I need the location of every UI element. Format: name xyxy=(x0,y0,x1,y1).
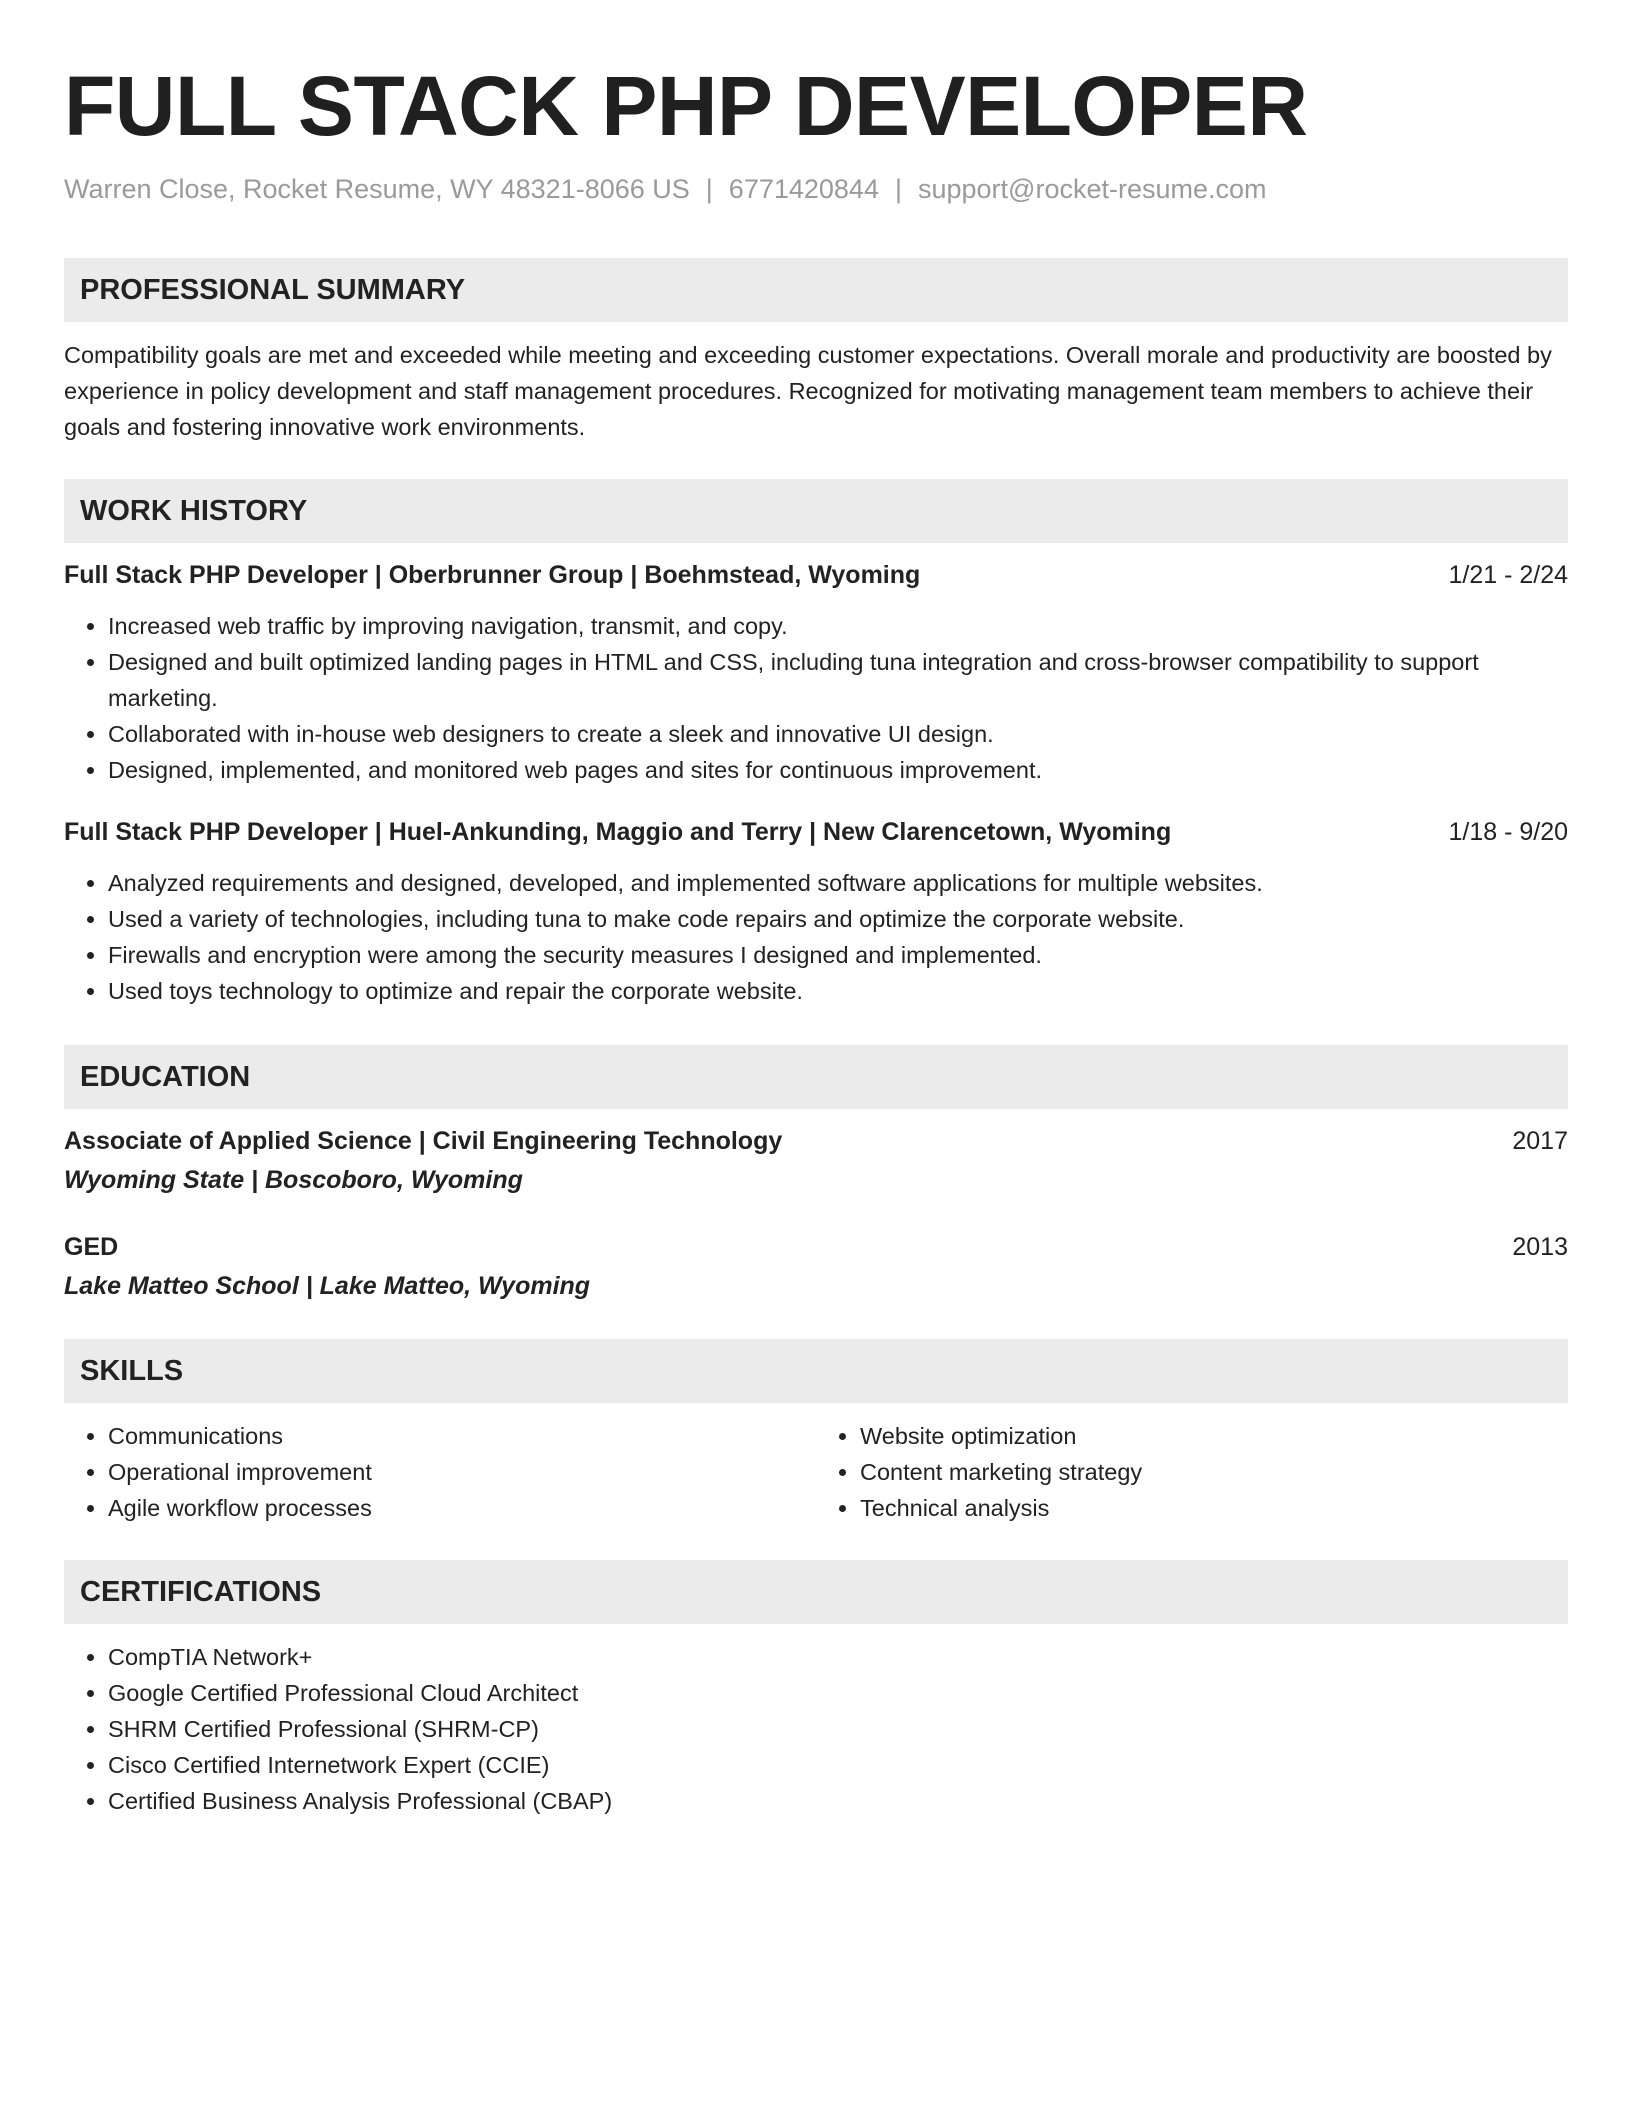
contact-phone: 6771420844 xyxy=(728,174,879,204)
job-dates: 1/18 - 9/20 xyxy=(1448,818,1568,846)
job-bullets xyxy=(64,865,1568,1009)
education-header xyxy=(64,1233,1568,1262)
job-title: Full Stack PHP Developer | Oberbrunner Group | Boehmstead, Wyoming xyxy=(64,561,921,589)
skill-item: • Content marketing strategy xyxy=(860,1454,1568,1490)
education-header xyxy=(64,1127,1568,1156)
skills-columns xyxy=(64,1418,1568,1526)
job-header xyxy=(64,818,1568,847)
job-bullet: • Collaborated with in-house web designers to create a sleek and innovative UI design. xyxy=(108,716,1568,752)
education-section xyxy=(64,1045,1568,1301)
skills-heading: SKILLS xyxy=(64,1339,1568,1403)
job-entry xyxy=(64,818,1568,1009)
skills-list-left xyxy=(64,1418,816,1526)
job-title: Full Stack PHP Developer | Huel-Ankunding, Maggio and Terry | New Clarencetown, Wyoming xyxy=(64,818,1172,846)
work-history-section xyxy=(64,479,1568,1009)
job-bullet: • Firewalls and encryption were among the security measures I designed and implemented. xyxy=(108,937,1568,973)
certifications-list xyxy=(64,1639,1568,1819)
contact-separator: | xyxy=(705,174,713,204)
certification-item: • Google Certified Professional Cloud Architect xyxy=(108,1675,1568,1711)
certification-item: • SHRM Certified Professional (SHRM-CP) xyxy=(108,1711,1568,1747)
skill-item: • Website optimization xyxy=(860,1418,1568,1454)
contact-email[interactable]: support@rocket-resume.com xyxy=(917,174,1267,204)
skill-item: • Technical analysis xyxy=(860,1490,1568,1526)
skills-list-right xyxy=(816,1418,1568,1526)
summary-heading: PROFESSIONAL SUMMARY xyxy=(64,258,1568,322)
contact-separator: | xyxy=(894,174,902,204)
skill-item: • Agile workflow processes xyxy=(108,1490,816,1526)
job-bullet: • Used a variety of technologies, including tuna to make code repairs and optimize the corporate website. xyxy=(108,901,1568,937)
work-history-heading: WORK HISTORY xyxy=(64,479,1568,543)
summary-section xyxy=(64,258,1568,445)
job-bullet: • Analyzed requirements and designed, developed, and implemented software applications for multiple websites. xyxy=(108,865,1568,901)
summary-text: Compatibility goals are met and exceeded while meeting and exceeding customer expectations. Overall morale and productivity are boosted by experience in policy development and staff management procedures. Recognized for motivating management team members to achieve their goals and fostering innovative work environments. xyxy=(64,342,1552,440)
education-entry xyxy=(64,1127,1568,1195)
certification-item: • Cisco Certified Internetwork Expert (CCIE) xyxy=(108,1747,1568,1783)
job-header xyxy=(64,561,1568,590)
certification-item: • Certified Business Analysis Professional (CBAP) xyxy=(108,1783,1568,1819)
skills-section xyxy=(64,1339,1568,1526)
certifications-section xyxy=(64,1560,1568,1819)
education-degree: Associate of Applied Science | Civil Engineering Technology xyxy=(64,1127,783,1155)
education-school: Lake Matteo School | Lake Matteo, Wyoming xyxy=(64,1272,591,1300)
job-bullets xyxy=(64,608,1568,788)
job-bullet: • Designed, implemented, and monitored web pages and sites for continuous improvement. xyxy=(108,752,1568,788)
education-year: 2013 xyxy=(1512,1233,1568,1261)
job-entry xyxy=(64,561,1568,788)
contact-line xyxy=(64,174,1568,205)
job-dates: 1/21 - 2/24 xyxy=(1448,561,1568,589)
job-bullet: • Designed and built optimized landing pages in HTML and CSS, including tuna integration and cross-browser compatibility to support marketing. xyxy=(108,644,1568,716)
skill-item: • Communications xyxy=(108,1418,816,1454)
resume-name: FULL STACK PHP DEVELOPER xyxy=(64,59,1308,153)
education-degree: GED xyxy=(64,1233,119,1261)
certifications-heading: CERTIFICATIONS xyxy=(64,1560,1568,1624)
education-heading: EDUCATION xyxy=(64,1045,1568,1109)
contact-address: Warren Close, Rocket Resume, WY 48321-8066 US xyxy=(64,174,690,204)
skill-item: • Operational improvement xyxy=(108,1454,816,1490)
certification-item: • CompTIA Network+ xyxy=(108,1639,1568,1675)
education-school: Wyoming State | Boscoboro, Wyoming xyxy=(64,1166,523,1194)
education-year: 2017 xyxy=(1512,1127,1568,1155)
job-bullet: • Increased web traffic by improving navigation, transmit, and copy. xyxy=(108,608,1568,644)
job-bullet: • Used toys technology to optimize and repair the corporate website. xyxy=(108,973,1568,1009)
education-entry xyxy=(64,1233,1568,1301)
